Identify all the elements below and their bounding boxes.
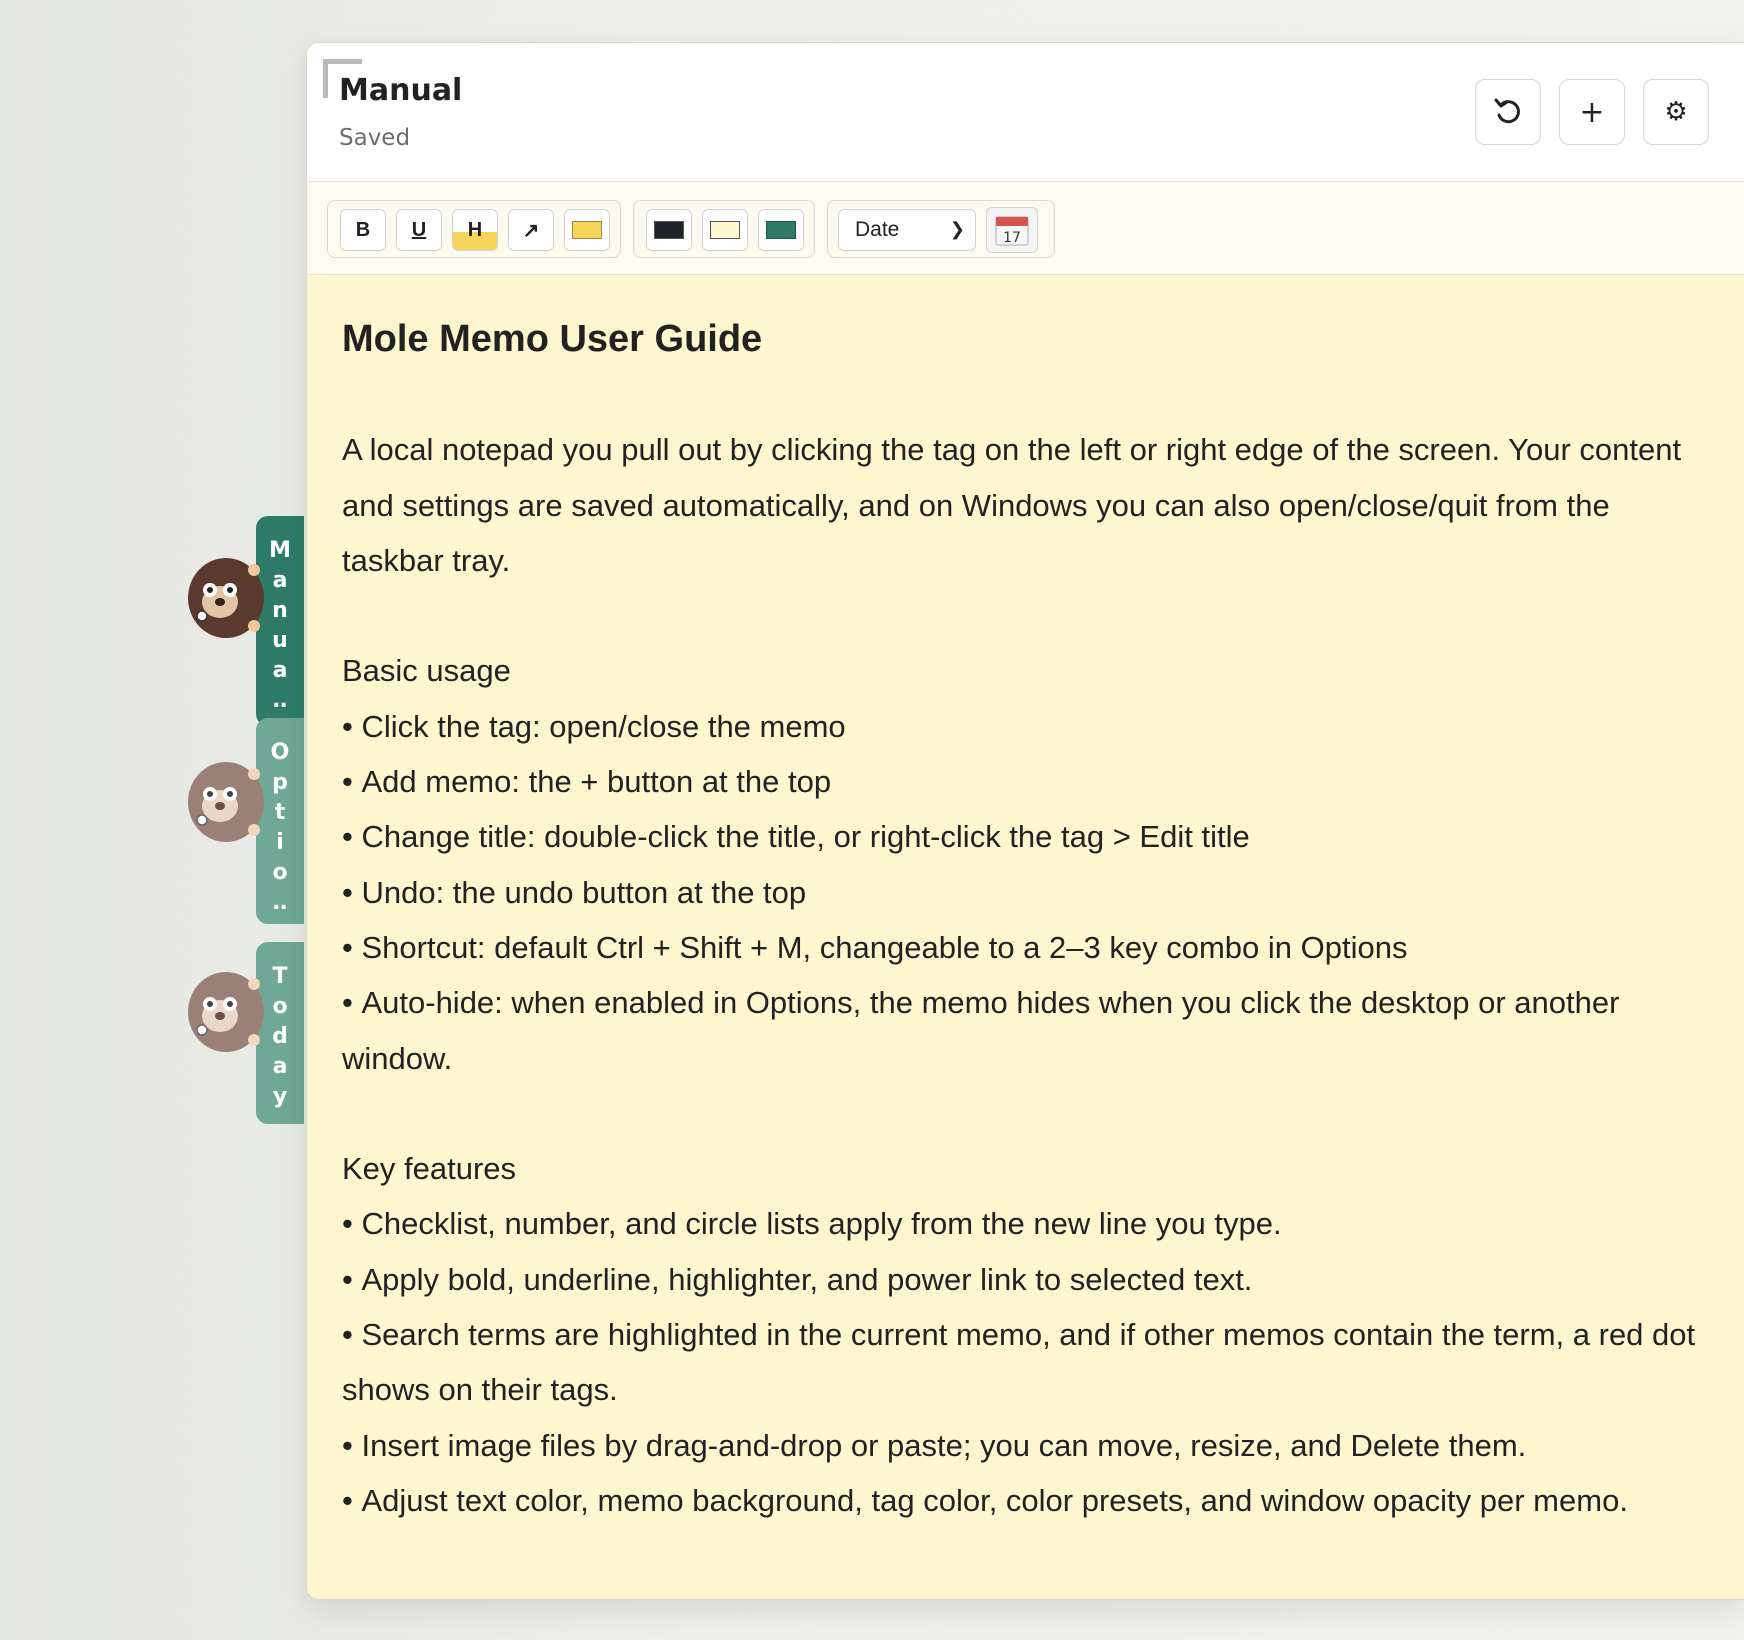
date-select-label: Date (855, 218, 900, 241)
tag-letter: i (276, 830, 284, 855)
bold-button[interactable]: B (340, 209, 386, 251)
color-swatch (710, 221, 740, 239)
add-memo-button[interactable] (1559, 79, 1625, 145)
calendar-day: 17 (1003, 230, 1021, 246)
format-toolbar (307, 182, 1744, 275)
text-format-group (327, 200, 621, 258)
tag-letter: T (272, 964, 288, 989)
blank-line (342, 588, 1702, 643)
tag-letter: o (272, 994, 288, 1019)
tag-letter: d (272, 1024, 288, 1049)
undo-icon (1492, 96, 1524, 128)
memo-header (307, 43, 1744, 182)
list-item: • Apply bold, underline, highlighter, and power link to selected text. (342, 1252, 1702, 1307)
undo-button[interactable] (1475, 79, 1541, 145)
list-item: • Undo: the undo button at the top (342, 865, 1702, 920)
tag-letter: u (272, 628, 288, 653)
color-preset-group (633, 200, 815, 258)
settings-button[interactable] (1643, 79, 1709, 145)
list-item: • Adjust text color, memo background, tag color, color presets, and window opacity per memo. (342, 1473, 1702, 1528)
blank-line (342, 1086, 1702, 1141)
insert-date-button[interactable] (986, 207, 1038, 253)
list-item: • Shortcut: default Ctrl + Shift + M, changeable to a 2–3 key combo in Options (342, 920, 1702, 975)
power-link-button[interactable]: ↗ (508, 209, 554, 251)
tag-letter: a (272, 658, 288, 683)
document-heading: Mole Memo User Guide (342, 318, 763, 360)
date-group (827, 200, 1055, 258)
highlight-color-button[interactable] (564, 209, 610, 251)
section-heading: Key features (342, 1151, 517, 1187)
list-item: • Insert image files by drag-and-drop or paste; you can move, resize, and Delete them. (342, 1418, 1702, 1473)
list-item: • Change title: double-click the title, or right-click the tag > Edit title (342, 809, 1702, 864)
plus-icon: + (1579, 94, 1605, 130)
color-preset-green[interactable] (758, 209, 804, 251)
tag-letter: a (272, 1054, 288, 1079)
highlight-color-swatch (572, 221, 602, 239)
mole-mascot-icon[interactable] (184, 552, 268, 642)
tag-letter: O (270, 740, 290, 765)
gear-icon: ⚙ (1664, 97, 1688, 127)
list-item: • Click the tag: open/close the memo (342, 699, 1702, 754)
tag-letter: ‥ (272, 688, 288, 713)
blank-line (342, 367, 1702, 422)
mole-mascot-icon[interactable] (184, 966, 268, 1056)
tag-letter: ‥ (272, 890, 288, 915)
tag-letter: n (272, 598, 288, 623)
memo-title[interactable]: Manual (339, 73, 463, 108)
tag-letter: t (274, 800, 286, 825)
tag-letter: o (272, 860, 288, 885)
highlight-button[interactable] (452, 209, 498, 251)
save-status: Saved (339, 125, 411, 151)
color-preset-dark[interactable] (646, 209, 692, 251)
intro-paragraph: A local notepad you pull out by clicking the tag on the left or right edge of the screen. Your content and settings are saved automatically, and on Windows you can also open/close/quit from the taskbar tray. (342, 432, 1682, 578)
list-item: • Search terms are highlighted in the current memo, and if other memos contain the term, a red dot shows on their tags. (342, 1307, 1702, 1418)
underline-button[interactable]: U (396, 209, 442, 251)
color-swatch (766, 221, 796, 239)
color-preset-cream[interactable] (702, 209, 748, 251)
section-heading: Basic usage (342, 653, 511, 689)
chevron-down-icon: ❯ (949, 219, 965, 239)
color-swatch (654, 221, 684, 239)
tag-letter: a (272, 568, 288, 593)
tag-letter: y (272, 1084, 288, 1109)
tag-letter: M (269, 538, 291, 563)
date-format-select[interactable] (838, 209, 976, 251)
calendar-icon (995, 214, 1029, 246)
tag-letter: p (272, 770, 288, 795)
highlight-label: H (467, 218, 483, 241)
memo-editor[interactable] (342, 312, 1702, 1528)
list-item: • Checklist, number, and circle lists apply from the new line you type. (342, 1196, 1702, 1251)
mole-mascot-icon[interactable] (184, 756, 268, 846)
list-item: • Auto-hide: when enabled in Options, the memo hides when you click the desktop or another window. (342, 975, 1702, 1086)
list-item: • Add memo: the + button at the top (342, 754, 1702, 809)
